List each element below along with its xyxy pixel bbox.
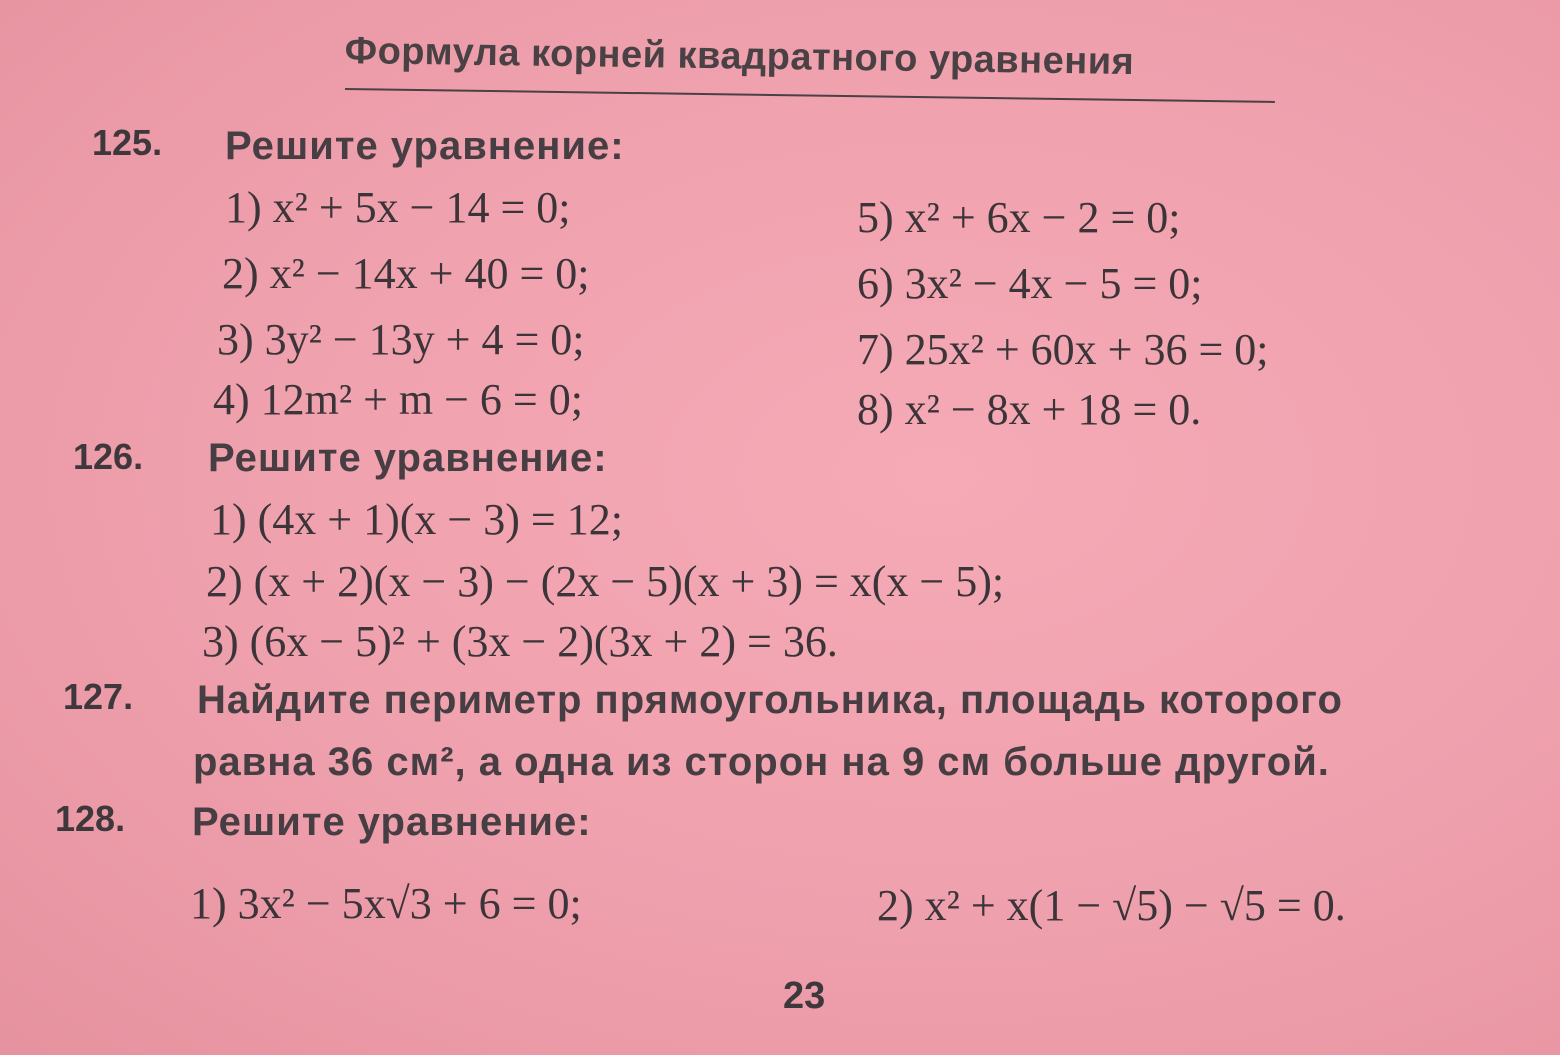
- problem-125-item-6: [857, 258, 1203, 309]
- problem-126-prompt: Решите уравнение:: [208, 436, 608, 480]
- equation: x² + 6x − 2 = 0;: [904, 193, 1181, 242]
- item-number: 3): [217, 315, 254, 364]
- title-underline: [345, 88, 1275, 103]
- equation: 3y² − 13y + 4 = 0;: [264, 315, 585, 364]
- section-title: Формула корней квадратного уравнения: [344, 30, 1135, 84]
- problem-128-prompt: Решите уравнение:: [192, 800, 592, 844]
- item-number: 2): [222, 249, 259, 298]
- equation: x² + x(1 − √5) − √5 = 0.: [924, 881, 1346, 930]
- problem-125-item-7: [857, 324, 1269, 375]
- equation: 25x² + 60x + 36 = 0;: [904, 325, 1269, 374]
- equation: 12m² + m − 6 = 0;: [260, 375, 583, 424]
- equation: x² + 5x − 14 = 0;: [272, 183, 571, 232]
- equation: (6x − 5)² + (3x − 2)(3x + 2) = 36.: [249, 617, 838, 666]
- problem-125-item-1: [225, 182, 571, 233]
- equation: (x + 2)(x − 3) − (2x − 5)(x + 3) = x(x − 5);: [253, 557, 1005, 606]
- problem-128-item-1: [190, 878, 582, 929]
- problem-125-item-5: [857, 192, 1181, 243]
- item-number: 6): [857, 259, 894, 308]
- problem-126-item-1: [210, 494, 623, 545]
- problem-125-item-3: [217, 314, 585, 365]
- item-number: 8): [857, 385, 894, 434]
- problem-125-item-8: [857, 384, 1201, 435]
- problem-126-item-2: [206, 556, 1004, 607]
- item-number: 1): [210, 495, 247, 544]
- page-number: 23: [783, 975, 826, 1017]
- problem-125-item-2: [222, 248, 590, 299]
- equation: x² − 8x + 18 = 0.: [904, 385, 1202, 434]
- problem-125-item-4: [213, 374, 583, 425]
- equation: 3x² − 4x − 5 = 0;: [904, 259, 1203, 308]
- problem-126-number: 126.: [73, 436, 144, 477]
- problem-128-item-2: [877, 880, 1346, 931]
- problem-125-number: 125.: [92, 122, 163, 163]
- item-number: 7): [857, 325, 894, 374]
- item-number: 3): [202, 617, 239, 666]
- equation: 3x² − 5x√3 + 6 = 0;: [237, 879, 582, 928]
- problem-127-line-1: Найдите периметр прямоугольника, площадь которого: [197, 678, 1343, 722]
- problem-127-number: 127.: [63, 676, 134, 717]
- problem-127-line-2: равна 36 см², а одна из сторон на 9 см больше другой.: [193, 740, 1330, 784]
- problem-128-number: 128.: [55, 798, 126, 839]
- equation: (4x + 1)(x − 3) = 12;: [257, 495, 623, 544]
- item-number: 1): [190, 879, 227, 928]
- item-number: 2): [206, 557, 243, 606]
- item-number: 2): [877, 881, 914, 930]
- problem-125-prompt: Решите уравнение:: [225, 124, 625, 168]
- equation: x² − 14x + 40 = 0;: [269, 249, 590, 298]
- item-number: 5): [857, 193, 894, 242]
- item-number: 1): [225, 183, 262, 232]
- item-number: 4): [213, 375, 250, 424]
- problem-126-item-3: [202, 616, 838, 667]
